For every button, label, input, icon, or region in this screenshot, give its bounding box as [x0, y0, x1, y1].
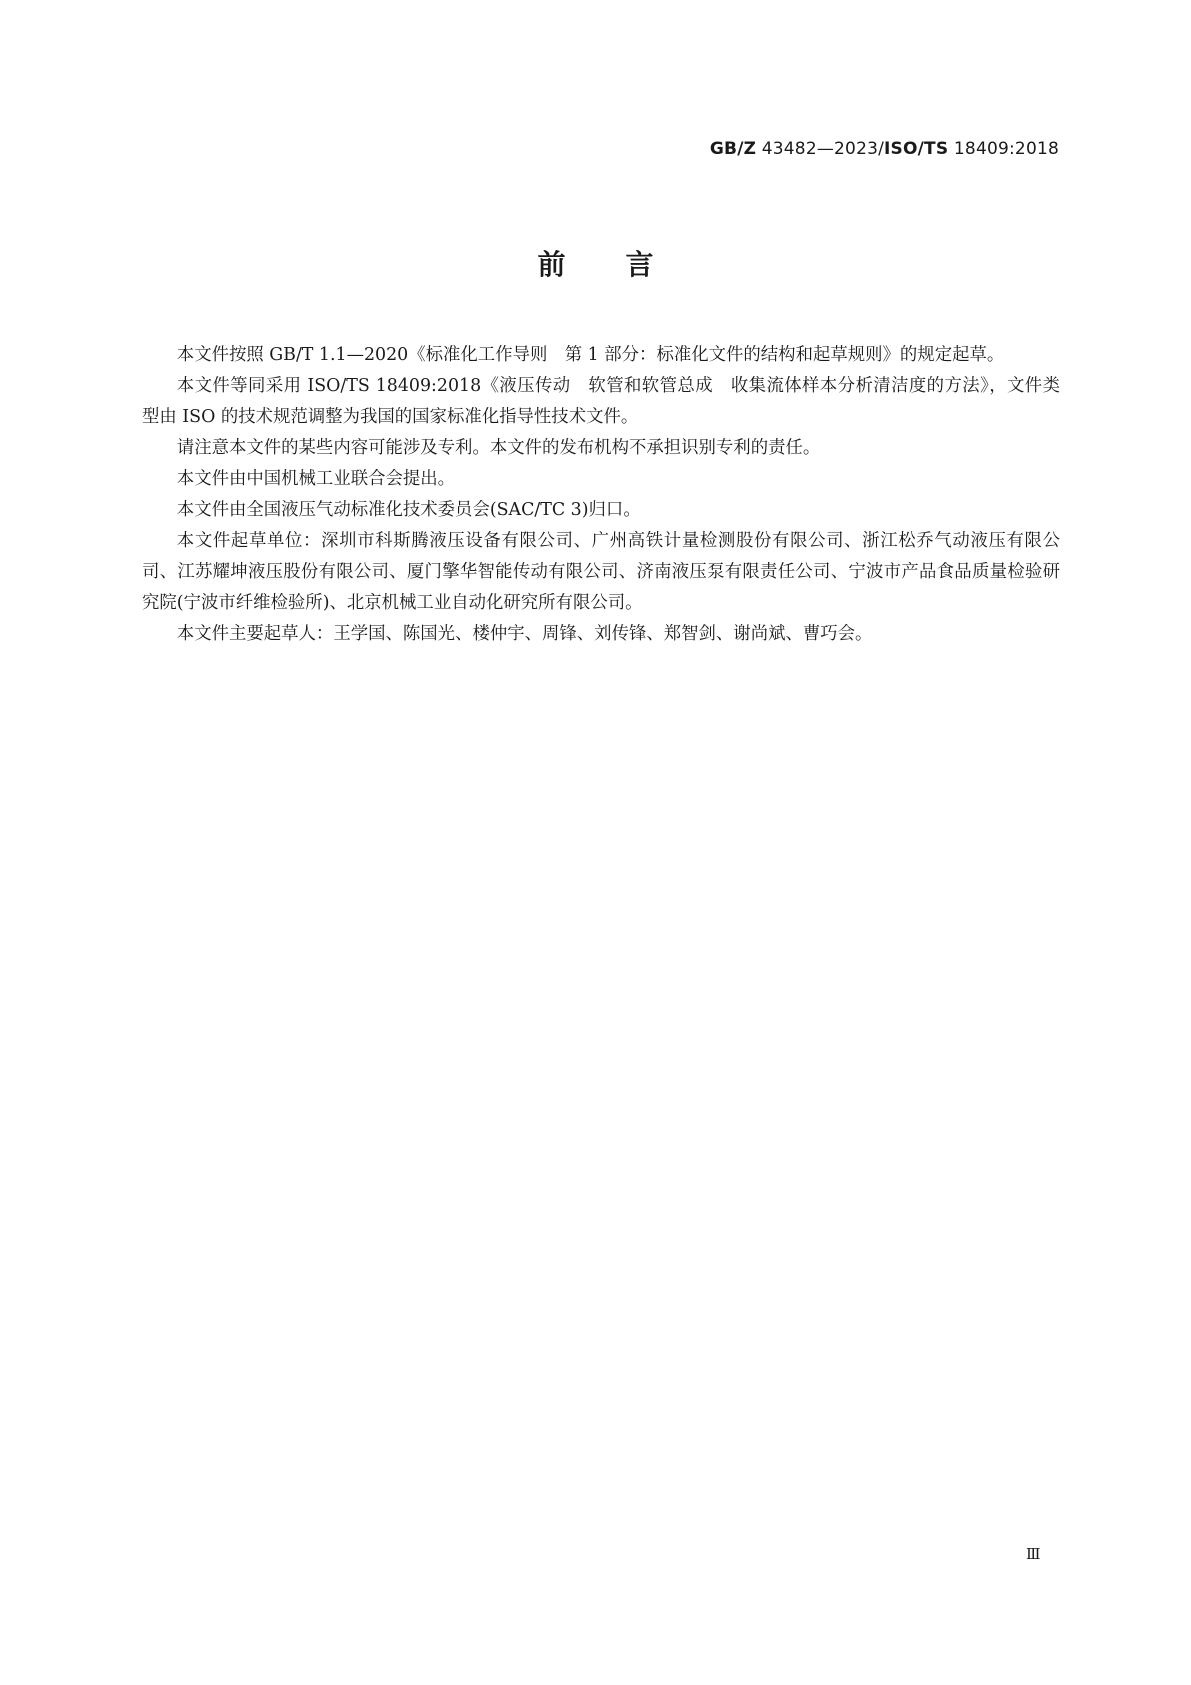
paragraph-proposer: 本文件由中国机械工业联合会提出。: [176, 469, 456, 489]
code-number: 43482—2023/: [756, 139, 885, 159]
paragraph-drafters: 本文件主要起草人：王学国、陈国光、楼仲宇、周锋、刘传锋、郑智剑、谢尚斌、曹巧会。: [176, 624, 873, 644]
document-code: [710, 139, 1059, 159]
paragraph-committee: 本文件由全国液压气动标准化技术委员会(SAC/TC 3)归口。: [176, 500, 641, 520]
page-title: 前言: [537, 248, 714, 281]
code-suffix: 18409:2018: [948, 139, 1059, 159]
code-prefix: GB/Z: [709, 139, 757, 159]
paragraph-drafting-rules: 本文件按照 GB/T 1.1—2020《标准化工作导则 第 1 部分：标准化文件的结构和起草规则》的规定起草。: [176, 345, 1005, 365]
paragraph-adoption: 本文件等同采用 ISO/TS 18409:2018《液压传动 软管和软管总成 收集流体样本分析清洁度的方法》，文件类型由 ISO 的技术规范调整为我国的国家标准化指导性技术文件。: [142, 376, 1060, 427]
foreword-body: [142, 340, 1060, 650]
page-number: Ⅲ: [1026, 1545, 1041, 1563]
paragraph-patent-notice: 请注意本文件的某些内容可能涉及专利。本文件的发布机构不承担识别专利的责任。: [176, 438, 821, 458]
code-iso: ISO/TS: [884, 139, 949, 159]
paragraph-drafting-units: 本文件起草单位：深圳市科斯腾液压设备有限公司、广州高铁计量检测股份有限公司、浙江松乔气动液压有限公司、江苏耀坤液压股份有限公司、厦门擎华智能传动有限公司、济南液压泵有限责任公司、宁波市产品食品质量检验研究院(宁波市纤维检验所)、北京机械工业自动化研究所有限公司。: [142, 531, 1060, 613]
